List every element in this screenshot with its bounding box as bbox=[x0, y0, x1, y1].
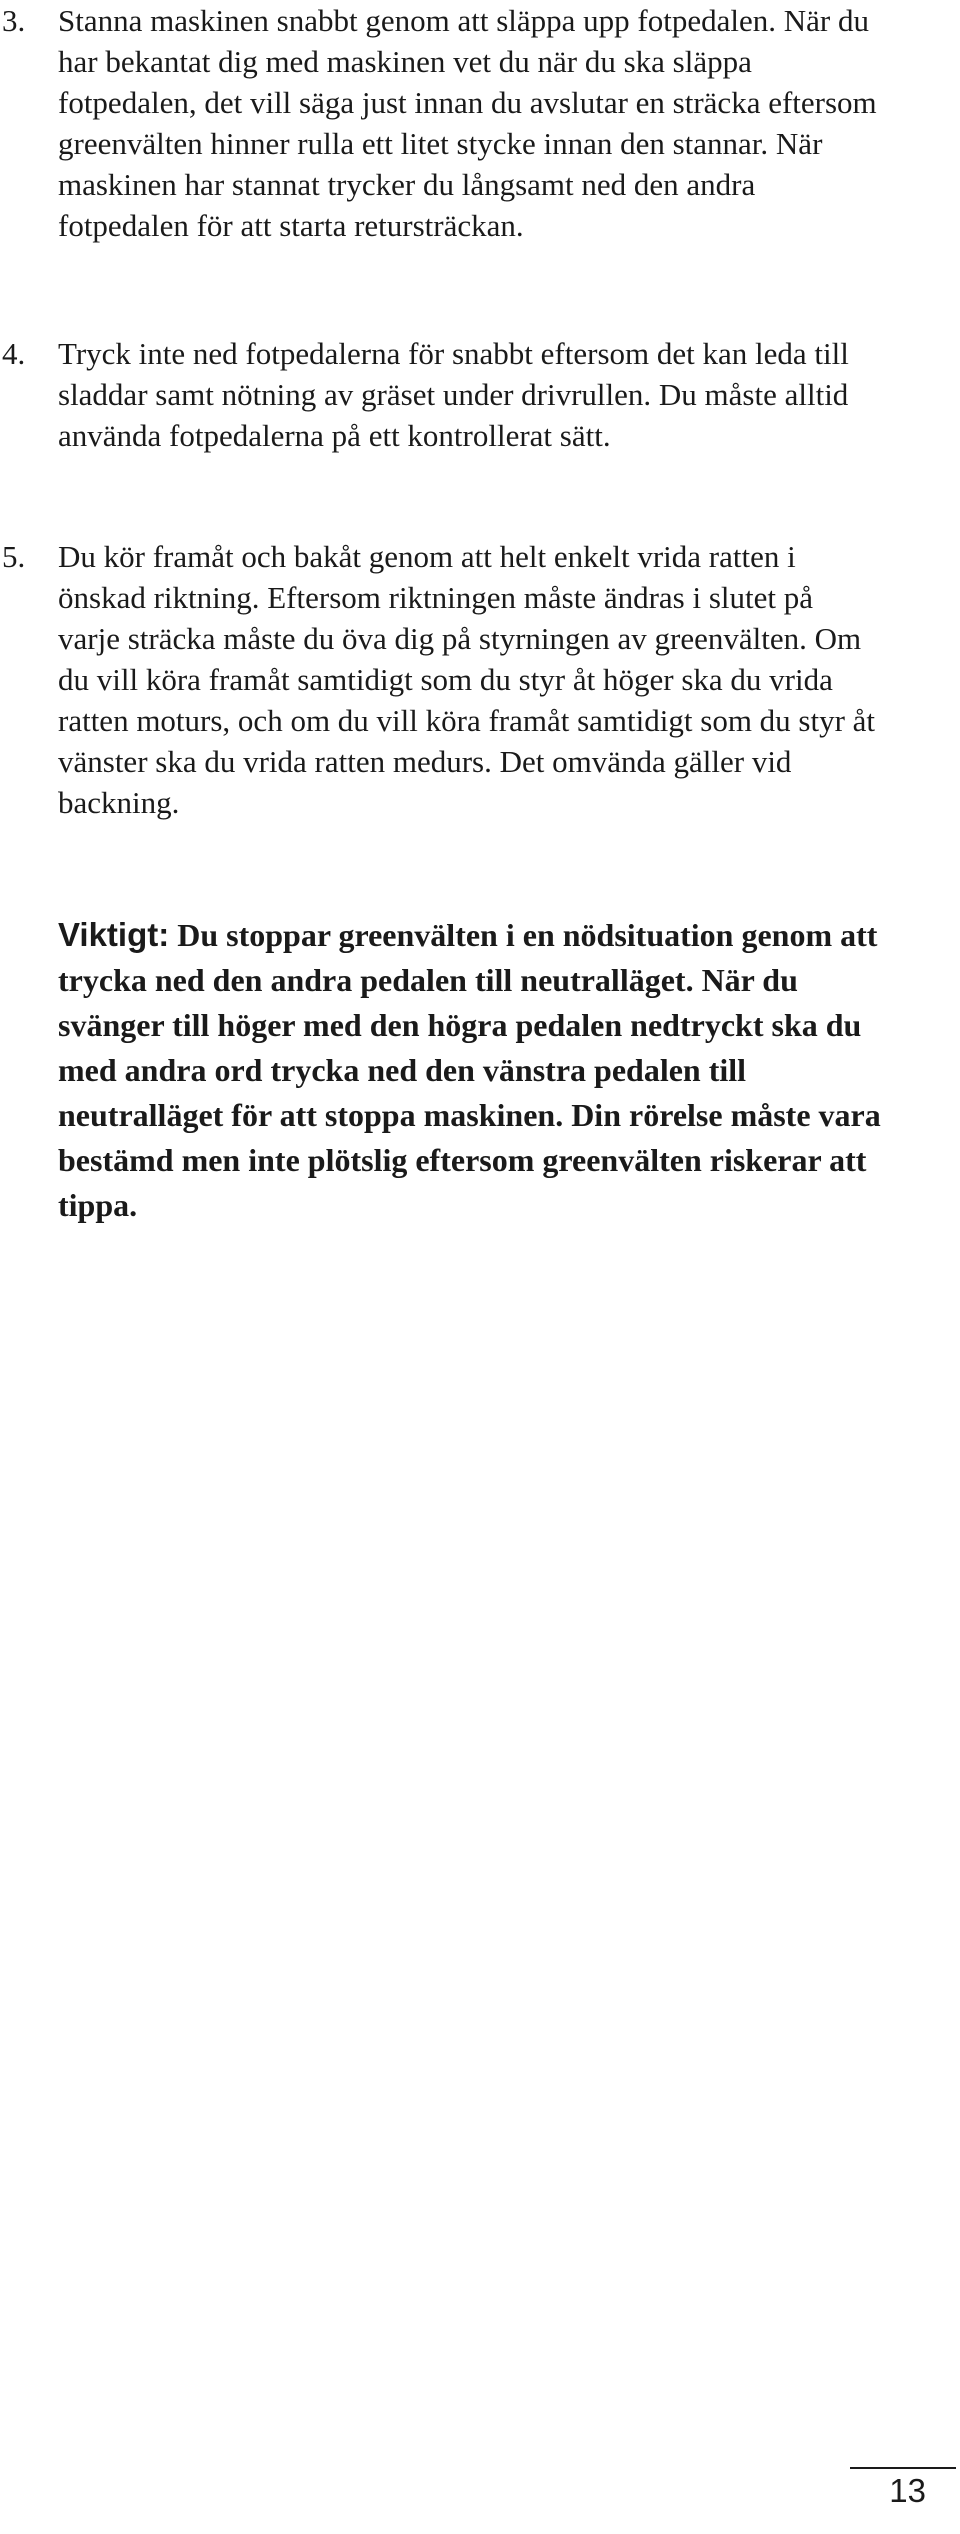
important-label: Viktigt: bbox=[58, 916, 170, 953]
list-item bbox=[0, 333, 878, 456]
footer-divider bbox=[850, 2467, 956, 2469]
list-item-text: Tryck inte ned fotpedalerna för snabbt eftersom det kan leda till sladdar samt nötning av gräset under drivrullen. Du måste alltid använda fotpedalerna på ett kontrollerat sätt. bbox=[58, 336, 849, 453]
list-item-text: Stanna maskinen snabbt genom att släppa upp fotpedalen. När du har bekantat dig med maskinen vet du när du ska släppa fotpedalen, det vill säga just innan du avslutar en sträcka eftersom greenvälten hinner rulla ett litet stycke innan den stannar. När maskinen har stannat trycker du långsamt ned den andra fotpedalen för att starta retursträckan. bbox=[58, 3, 877, 243]
page-number: 13 bbox=[889, 2472, 926, 2509]
list-item bbox=[0, 536, 878, 823]
list-item-number: 4. bbox=[2, 336, 26, 371]
list-item-number: 3. bbox=[2, 3, 26, 38]
important-note bbox=[58, 912, 898, 1228]
important-text: Du stoppar greenvälten i en nödsituation genom att trycka ned den andra pedalen till neutralläget. När du svänger till höger med den högra pedalen nedtryckt ska du med andra ord trycka ned den vänstra pedalen till neutralläget för att stoppa maskinen. Din rörelse måste vara bestämd men inte plötslig eftersom greenvälten riskerar att tippa. bbox=[58, 917, 881, 1223]
list-item bbox=[0, 0, 878, 246]
list-item-text: Du kör framåt och bakåt genom att helt enkelt vrida ratten i önskad riktning. Eftersom riktningen måste ändras i slutet på varje sträcka måste du öva dig på styrningen av greenvälten. Om du vill köra framåt samtidigt som du styr åt höger ska du vrida ratten moturs, och om du vill köra framåt samtidigt som du styr åt vänster ska du vrida ratten medurs. Det omvända gäller vid backning. bbox=[58, 539, 876, 820]
list-item-number: 5. bbox=[2, 539, 26, 574]
